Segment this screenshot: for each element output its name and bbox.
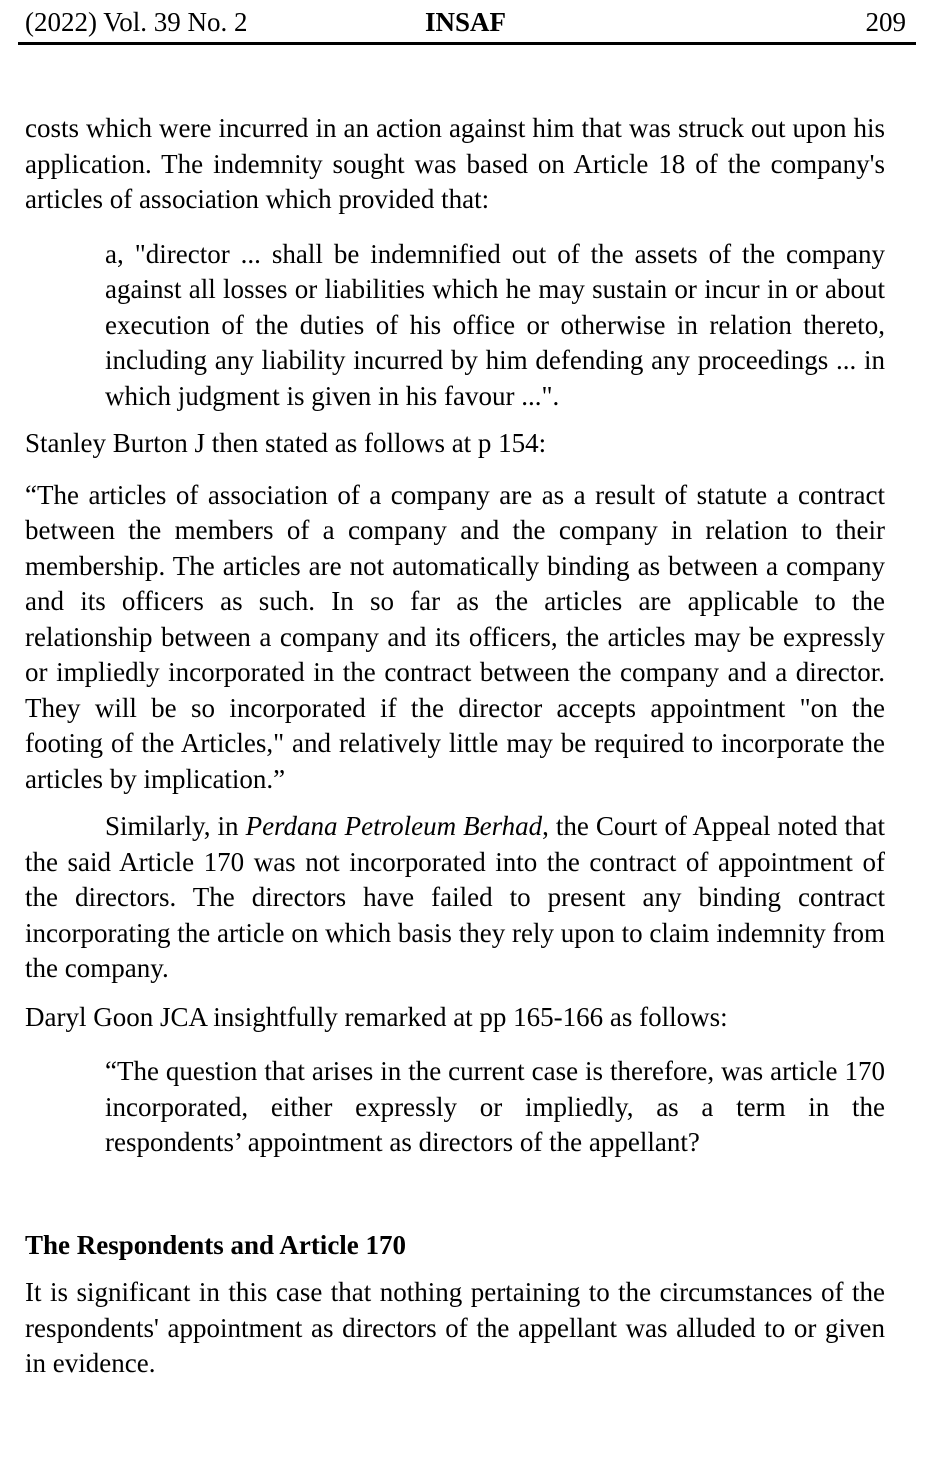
journal-title: INSAF	[425, 7, 507, 37]
case-name-perdana-petroleum-berhad: Perdana Petroleum Berhad	[245, 811, 543, 841]
paragraph-daryl-goon: Daryl Goon JCA insightfully remarked at pp 165-166 as follows:	[25, 1001, 728, 1032]
paragraph-significant-evidence: It is significant in this case that nothing pertaining to the circumstances of the respondents' appointment as directors of the appellant was alluded to or given in evidence.	[25, 1277, 885, 1378]
paragraph-perdana-rest: , the Court of Appeal noted that the said Article 170 was not incorporated into the contract of appointment of the directors. The directors have failed to present any binding contract incorporating the article on which basis they rely upon to claim indemnity from the company.	[25, 811, 886, 983]
paragraph-stanley-burton: Stanley Burton J then stated as follows at p 154:	[25, 428, 547, 458]
section-heading-respondents-article-170: The Respondents and Article 170	[25, 1229, 407, 1260]
blockquote-question-article-170: “The question that arises in the current case is therefore, was article 170 incorporated, either expressly or impliedly, as a term in the respondents’ appointment as directors of the appellant?	[105, 1056, 885, 1157]
paragraph-costs-indemnity: costs which were incurred in an action against him that was struck out upon his application. The indemnity sought was based on Article 18 of the company's articles of association which provided that:	[25, 113, 885, 214]
article-body	[25, 111, 885, 1382]
paragraph-perdana-petroleum	[25, 809, 885, 987]
quote-articles-of-association: “The articles of association of a company are as a result of statute a contract between the members of a company and the company in relation to their membership. The articles are not automatically binding as between a company and its officers as such. In so far as the articles are applicable to the relationship between a company and its officers, the articles may be expressly or impliedly incorporated in the contract between the company and a director. They will be so incorporated if the director accepts appointment "on the footing of the Articles," and relatively little may be required to incorporate the articles by implication.”	[25, 479, 885, 794]
page-number: 209	[865, 7, 907, 37]
page-header	[18, 8, 916, 45]
blockquote-article-18: a, "director ... shall be indemnified out of the assets of the company against all losses or liabilities which he may sustain or incur in or about execution of the duties of his office or otherwise in relation thereto, including any liability incurred by him defending any proceedings ... in which judgment is given in his favour ...".	[105, 238, 885, 411]
paragraph-perdana-lead: Similarly, in	[105, 811, 246, 841]
header-citation: (2022) Vol. 39 No. 2	[25, 7, 248, 37]
